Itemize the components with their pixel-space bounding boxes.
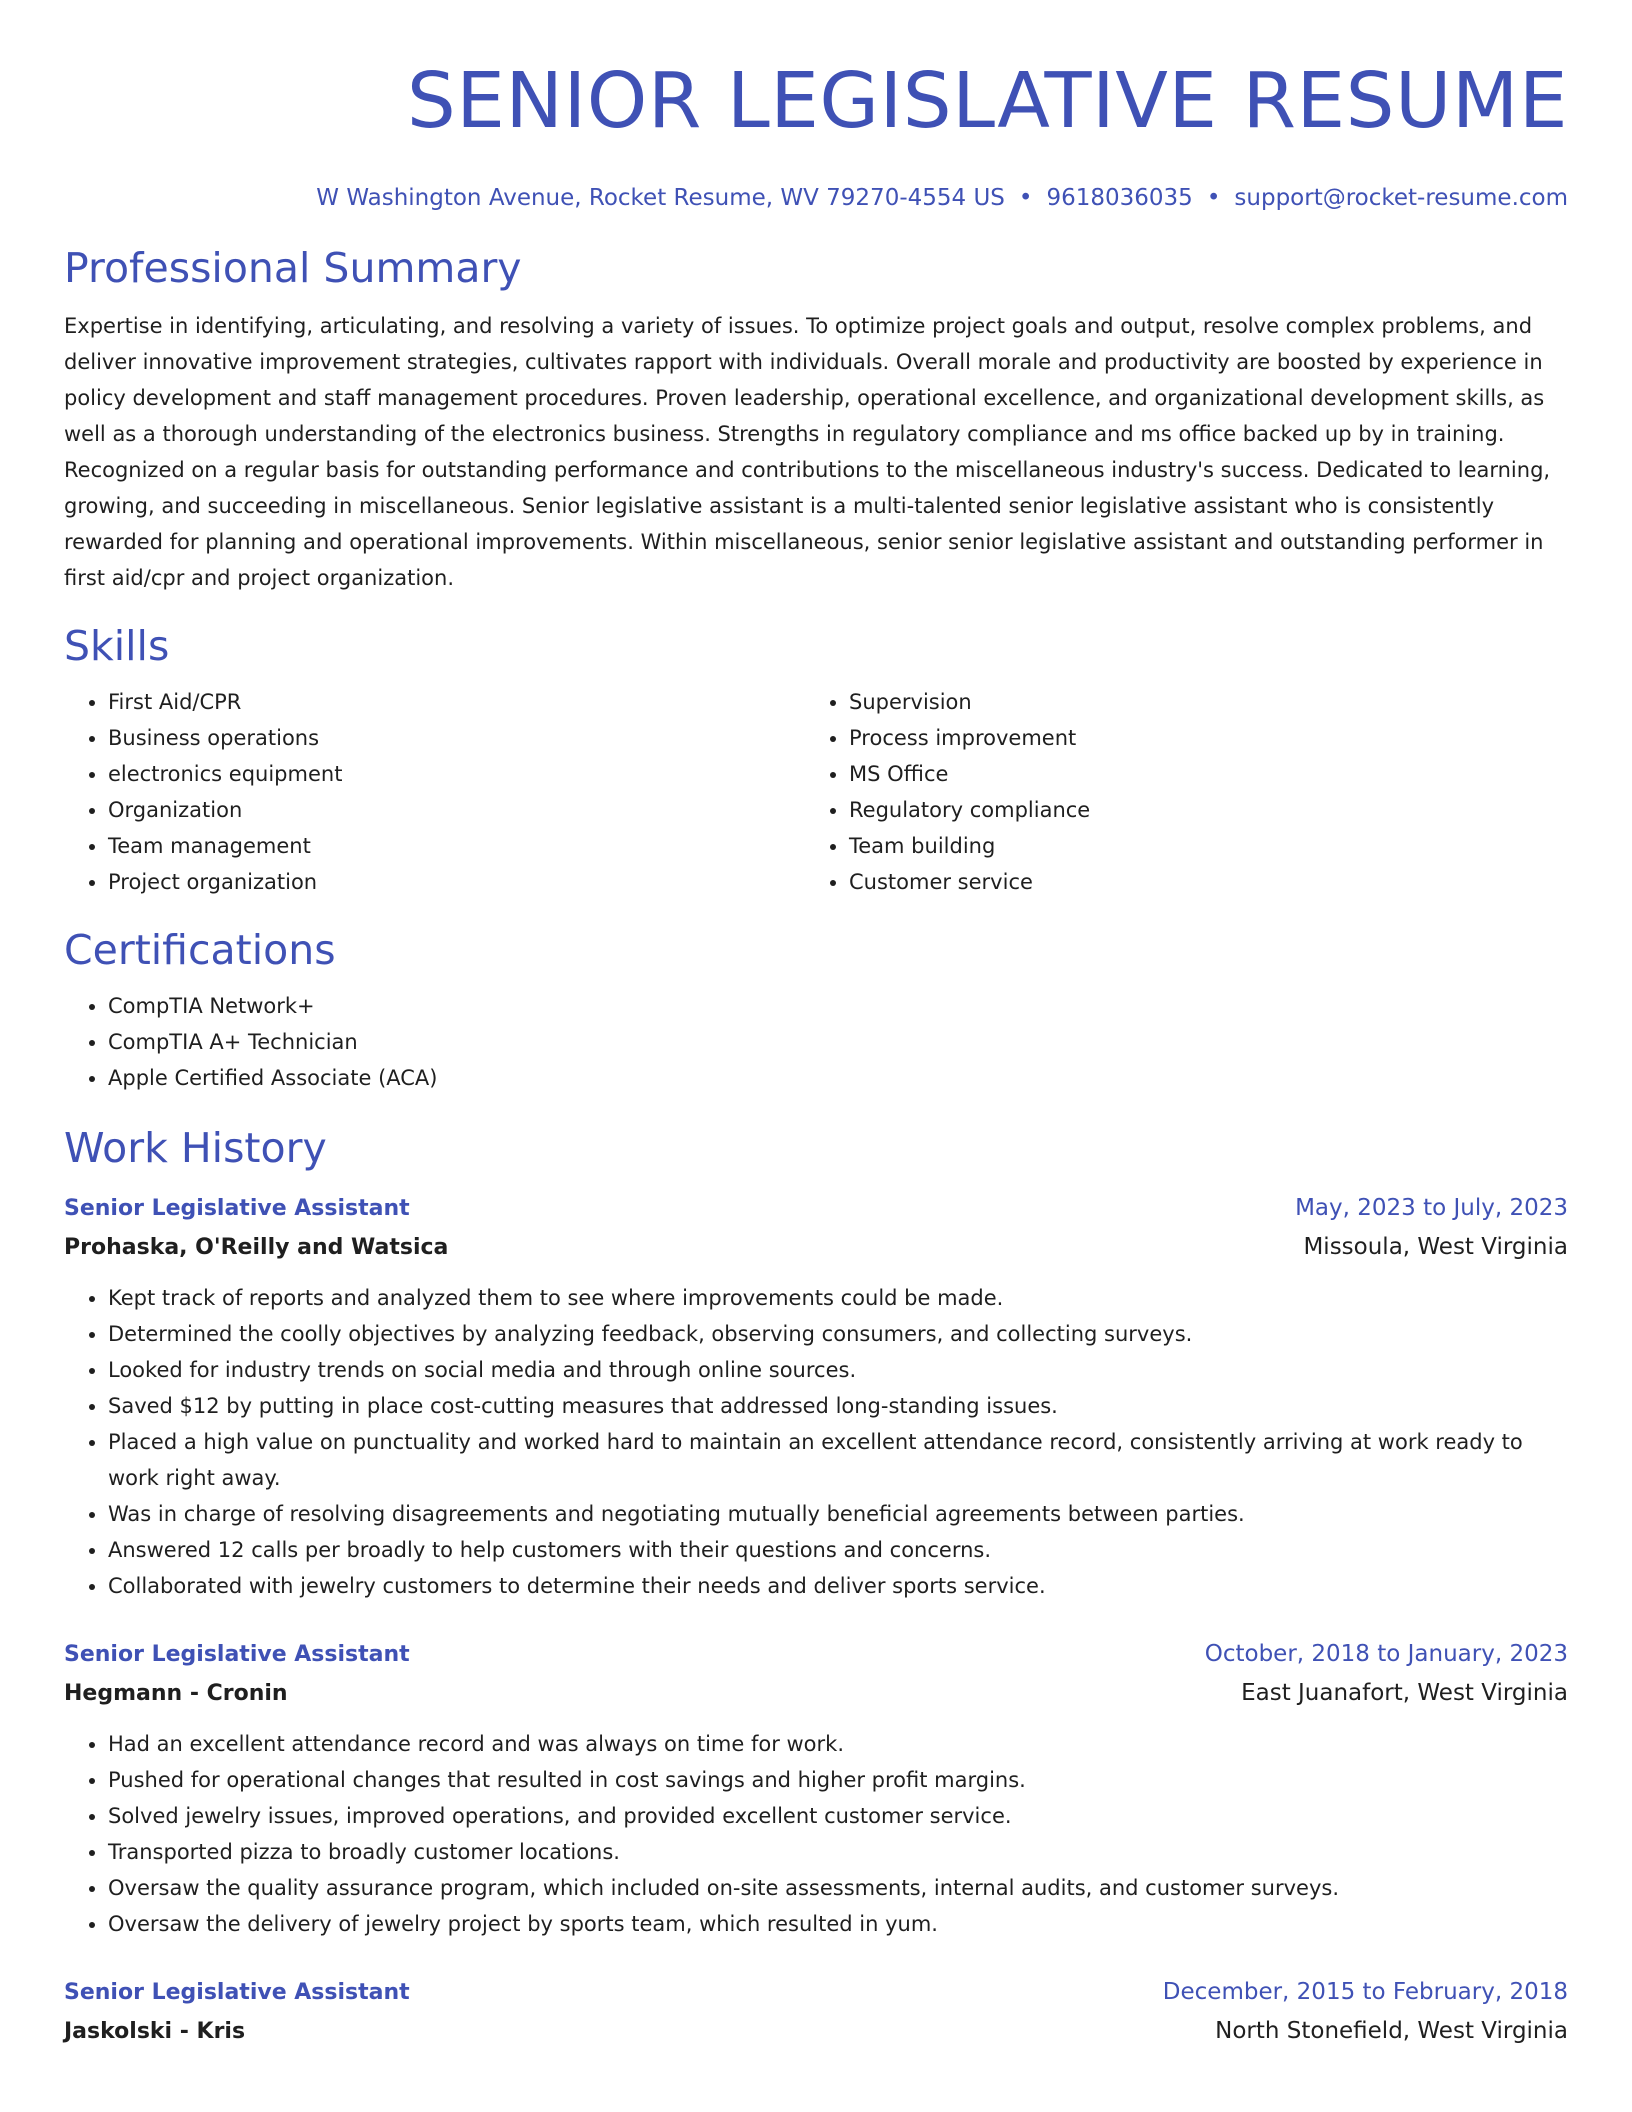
separator-dot: •: [1206, 185, 1221, 211]
skills-heading: Skills: [64, 622, 170, 670]
certifications-heading: Certifications: [64, 926, 336, 974]
job-duties-list: [64, 1280, 1568, 1604]
job-duty-item: • Looked for industry trends on social media and through online sources.: [108, 1352, 1568, 1388]
skill-item: • Team management: [108, 828, 805, 864]
job-dates: December, 2015 to February, 2018: [1162, 1979, 1568, 2005]
skill-item: • Customer service: [849, 864, 1546, 900]
job-duty-item: • Answered 12 calls per broadly to help customers with their questions and concerns.: [108, 1532, 1568, 1568]
job-duty-item: • Placed a high value on punctuality and worked hard to maintain an excellent attendance record, consistently arriving at work ready to work right away.: [108, 1424, 1568, 1496]
job-company: Hegmann - Cronin: [64, 1681, 288, 1706]
skill-item: • Regulatory compliance: [849, 792, 1546, 828]
job-entry: [64, 1636, 1568, 1942]
job-location: North Stonefield, West Virginia: [1215, 2018, 1568, 2044]
certification-item: • CompTIA A+ Technician: [108, 1024, 1568, 1060]
skill-item: • Process improvement: [849, 720, 1546, 756]
job-header-row: [64, 1190, 1568, 1227]
job-dates: May, 2023 to July, 2023: [1295, 1195, 1568, 1221]
job-duty-item: • Saved $12 by putting in place cost-cutting measures that addressed long-standing issues.: [108, 1388, 1568, 1424]
skill-item: • First Aid/CPR: [108, 684, 805, 720]
skill-item: • Supervision: [849, 684, 1546, 720]
skills-left-list: [64, 684, 805, 900]
job-title: Senior Legislative Assistant: [64, 1196, 410, 1221]
job-location: East Juanafort, West Virginia: [1241, 1680, 1568, 1706]
certification-item: • Apple Certified Associate (ACA): [108, 1060, 1568, 1096]
job-duty-item: • Determined the coolly objectives by analyzing feedback, observing consumers, and collecting surveys.: [108, 1316, 1568, 1352]
skills-list: [64, 684, 1568, 900]
job-company-row: [64, 1227, 1568, 1268]
job-duty-item: • Transported pizza to broadly customer locations.: [108, 1834, 1568, 1870]
skills-right-list: [805, 684, 1546, 900]
separator-dot: •: [1018, 185, 1033, 211]
skills-column-left: [64, 684, 805, 900]
job-header-row: [64, 1974, 1568, 2011]
summary-heading: Professional Summary: [64, 244, 522, 292]
phone-text: 9618036035: [1046, 185, 1193, 211]
skill-item: • Business operations: [108, 720, 805, 756]
skill-item: • MS Office: [849, 756, 1546, 792]
job-duties-list: [64, 1726, 1568, 1942]
certification-item: • CompTIA Network+: [108, 988, 1568, 1024]
job-duty-item: • Pushed for operational changes that resulted in cost savings and higher profit margins.: [108, 1762, 1568, 1798]
skill-item: • Organization: [108, 792, 805, 828]
job-entry: [64, 1190, 1568, 1604]
job-entry: [64, 1974, 1568, 2052]
job-dates: October, 2018 to January, 2023: [1204, 1641, 1568, 1667]
job-title: Senior Legislative Assistant: [64, 1980, 410, 2005]
work-history-heading: Work History: [64, 1124, 327, 1172]
job-duty-item: • Solved jewelry issues, improved operations, and provided excellent customer service.: [108, 1798, 1568, 1834]
address-text: W Washington Avenue, Rocket Resume, WV 79270-4554 US: [316, 185, 1005, 211]
job-company: Jaskolski - Kris: [64, 2019, 246, 2044]
job-company-row: [64, 2011, 1568, 2052]
job-duty-item: • Was in charge of resolving disagreements and negotiating mutually beneficial agreements between parties.: [108, 1496, 1568, 1532]
email-link[interactable]: support@rocket-resume.com: [1234, 185, 1568, 211]
job-header-row: [64, 1636, 1568, 1673]
contact-line: [64, 182, 1568, 214]
job-location: Missoula, West Virginia: [1303, 1234, 1568, 1260]
skill-item: • Project organization: [108, 864, 805, 900]
skill-item: • electronics equipment: [108, 756, 805, 792]
skills-column-right: [805, 684, 1546, 900]
job-company: Prohaska, O'Reilly and Watsica: [64, 1235, 449, 1260]
job-company-row: [64, 1673, 1568, 1714]
skill-item: • Team building: [849, 828, 1546, 864]
job-duty-item: • Had an excellent attendance record and was always on time for work.: [108, 1726, 1568, 1762]
job-duty-item: • Kept track of reports and analyzed them to see where improvements could be made.: [108, 1280, 1568, 1316]
job-duty-item: • Oversaw the delivery of jewelry project by sports team, which resulted in yum.: [108, 1906, 1568, 1942]
job-duty-item: • Collaborated with jewelry customers to determine their needs and deliver sports service.: [108, 1568, 1568, 1604]
job-duty-item: • Oversaw the quality assurance program, which included on-site assessments, internal audits, and customer surveys.: [108, 1870, 1568, 1906]
summary-text: Expertise in identifying, articulating, and resolving a variety of issues. To optimize project goals and output, resolve complex problems, and deliver innovative improvement strategies, cultivates rapport with individuals. Overall morale and productivity are boosted by experience in policy development and staff management procedures. Proven leadership, operational excellence, and organizational development skills, as well as a thorough understanding of the electronics business. Strengths in regulatory compliance and ms office backed up by in training. Recognized on a regular basis for outstanding performance and contributions to the miscellaneous industry's success. Dedicated to learning, growing, and succeeding in miscellaneous. Senior legislative assistant is a multi-talented senior legislative assistant who is consistently rewarded for planning and operational improvements. Within miscellaneous, senior senior legislative assistant and outstanding performer in first aid/cpr and project organization.: [64, 314, 1551, 590]
certifications-list: [64, 988, 1568, 1096]
resume-title: SENIOR LEGISLATIVE RESUME: [406, 57, 1568, 146]
job-title: Senior Legislative Assistant: [64, 1642, 410, 1667]
